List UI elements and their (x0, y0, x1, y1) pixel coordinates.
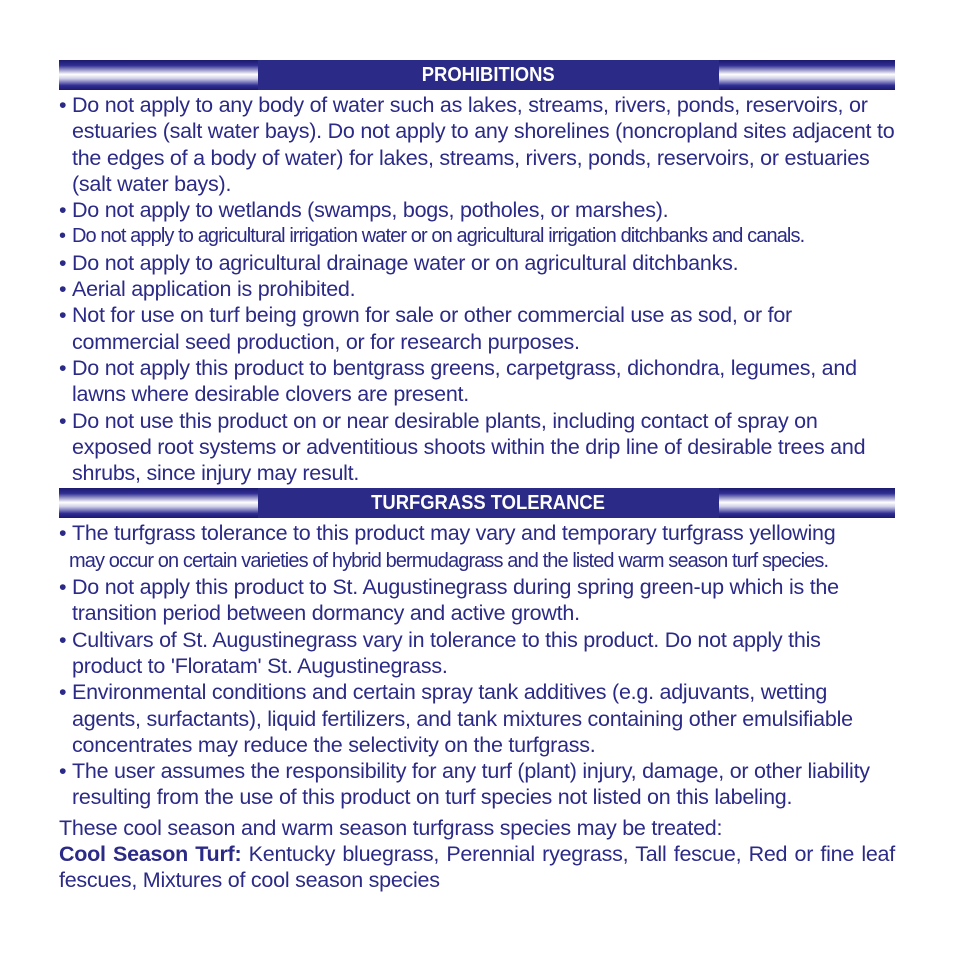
prohibition-item: • Not for use on turf being grown for sale or other commercial use as sod, or for commercial seed production, or for research purposes. (59, 302, 895, 355)
label-page (59, 60, 895, 894)
cool-season-text: Kentucky bluegrass, Perennial ryegrass, Tall fescue, Red or fine leaf fescues, Mixtures of cool season species (59, 842, 895, 893)
cool-season-label: Cool Season Turf: (59, 842, 242, 867)
tolerance-item: • The user assumes the responsibility for any turf (plant) injury, damage, or other liability resulting from the use of this product on turf species not listed on this labeling. (59, 758, 895, 811)
tolerance-list (59, 520, 895, 810)
prohibitions-list (59, 92, 895, 486)
tolerance-heading: TURFGRASS TOLERANCE (371, 491, 606, 514)
prohibitions-heading-bar (59, 60, 895, 90)
cool-season-paragraph (59, 841, 895, 894)
prohibition-item: • Do not use this product on or near desirable plants, including contact of spray on exposed root systems or adventitious shoots within the drip line of desirable trees and shrubs, since injury may result. (59, 408, 895, 487)
prohibitions-heading: PROHIBITIONS (422, 63, 555, 86)
prohibition-item: • Do not apply to wetlands (swamps, bogs, potholes, or marshes). (59, 197, 895, 223)
tolerance-item: • Cultivars of St. Augustinegrass vary in tolerance to this product. Do not apply this product to 'Floratam' St. Augustinegrass. (59, 627, 895, 680)
prohibitions-heading-box (258, 60, 719, 90)
tolerance-heading-bar (59, 488, 895, 518)
tolerance-item: • Do not apply this product to St. Augustinegrass during spring green-up which is the transition period between dormancy and active growth. (59, 574, 895, 627)
tolerance-item (59, 520, 895, 574)
tolerance-item: • Environmental conditions and certain spray tank additives (e.g. adjuvants, wetting agents, surfactants), liquid fertilizers, and tank mixtures containing other emulsifiable concentrates may reduce the selectivity on the turfgrass. (59, 679, 895, 758)
tolerance-item-line2: may occur on certain varieties of hybrid bermudagrass and the listed warm season turf species. (69, 549, 829, 572)
prohibition-item: • Do not apply to any body of water such as lakes, streams, rivers, ponds, reservoirs, or estuaries (salt water bays). Do not apply to any shorelines (noncropland sites adjacent to the edges of a body of water) for lakes, streams, rivers, ponds, reservoirs, or estuaries (salt water bays). (59, 92, 895, 197)
prohibition-item: • Do not apply to agricultural drainage water or on agricultural ditchbanks. (59, 250, 895, 276)
tolerance-item-line1: The turfgrass tolerance to this product may vary and temporary turfgrass yellowing (72, 521, 836, 546)
prohibition-item: • Do not apply to agricultural irrigation water or on agricultural irrigation ditchbanks and canals. (59, 223, 895, 249)
prohibition-item: • Do not apply this product to bentgrass greens, carpetgrass, dichondra, legumes, and lawns where desirable clovers are present. (59, 355, 895, 408)
tolerance-heading-box (258, 488, 719, 518)
species-intro: These cool season and warm season turfgrass species may be treated: (59, 815, 723, 840)
prohibition-item: • Aerial application is prohibited. (59, 276, 895, 302)
